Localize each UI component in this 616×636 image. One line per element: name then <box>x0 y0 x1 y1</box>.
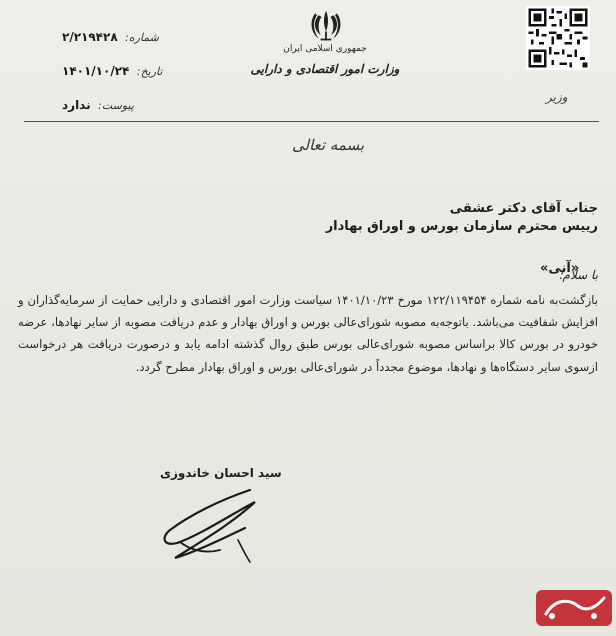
source-logo-icon <box>534 586 614 630</box>
header-divider <box>24 121 599 122</box>
letter-body: بازگشت‌به نامه شماره ۱۲۲/۱۱۹۴۵۴ مورخ ۱۴۰۱/۱۰/۲۳ سیاست وزارت امور اقتصادی و دارایی حمایت از سرمایه‌گذاران و افزایش شفافیت می‌باشد. باتوجه‌به مصوبه شورای‌عالی بورس و اوراق بهادار و عدم دریافت مصوبه از سایر نهادها، عرضه خودرو در بورس کالا براساس مصوبه شورای‌عالی بورس طبق روال گذشته ادامه یابد و درصورت دریافت هر درخواست ازسوی سایر دستگاه‌ها و نهادها، موضوع مجدداً در شورای‌عالی بورس و اوراق بهادار مطرح گردد. <box>18 293 598 374</box>
letter-date-field: تاریخ: ۱۴۰۱/۱۰/۲۴ <box>62 64 163 78</box>
minister-title: وزیر <box>546 90 568 104</box>
letter-date-label: تاریخ <box>140 65 163 78</box>
letter-attachment-label: پیوست <box>101 99 134 112</box>
salutation: با سلام؛ <box>558 268 598 282</box>
addressee-title: رییس محترم سازمان بورس و اوراق بهادار <box>325 219 598 234</box>
letter-attachment-field: پیوست: ندارد <box>62 98 134 112</box>
letter-number-value: ۲/۲۱۹۴۲۸ <box>62 30 118 44</box>
letter-attachment-value: ندارد <box>62 98 91 112</box>
letter-number-label: شماره <box>128 31 159 44</box>
addressee-name: جناب آقای دکتر عشقی <box>449 201 598 216</box>
qr-code-icon <box>526 6 590 70</box>
urgency-label: «آنی» <box>540 261 580 276</box>
letter-number-field: شماره: ۲/۲۱۹۴۲۸ <box>62 30 159 44</box>
basmala-heading: بسمه تعالی <box>292 136 365 154</box>
org-ministry-name: وزارت امور اقتصادی و دارایی <box>250 62 400 76</box>
signatory-name: سید احسان خاندوزی <box>160 466 282 480</box>
iran-emblem-icon <box>308 8 344 44</box>
letter-date-value: ۱۴۰۱/۱۰/۲۴ <box>62 64 130 78</box>
org-country-name: جمهوری اسلامی ایران <box>283 44 367 54</box>
handwritten-signature-icon <box>150 470 280 570</box>
